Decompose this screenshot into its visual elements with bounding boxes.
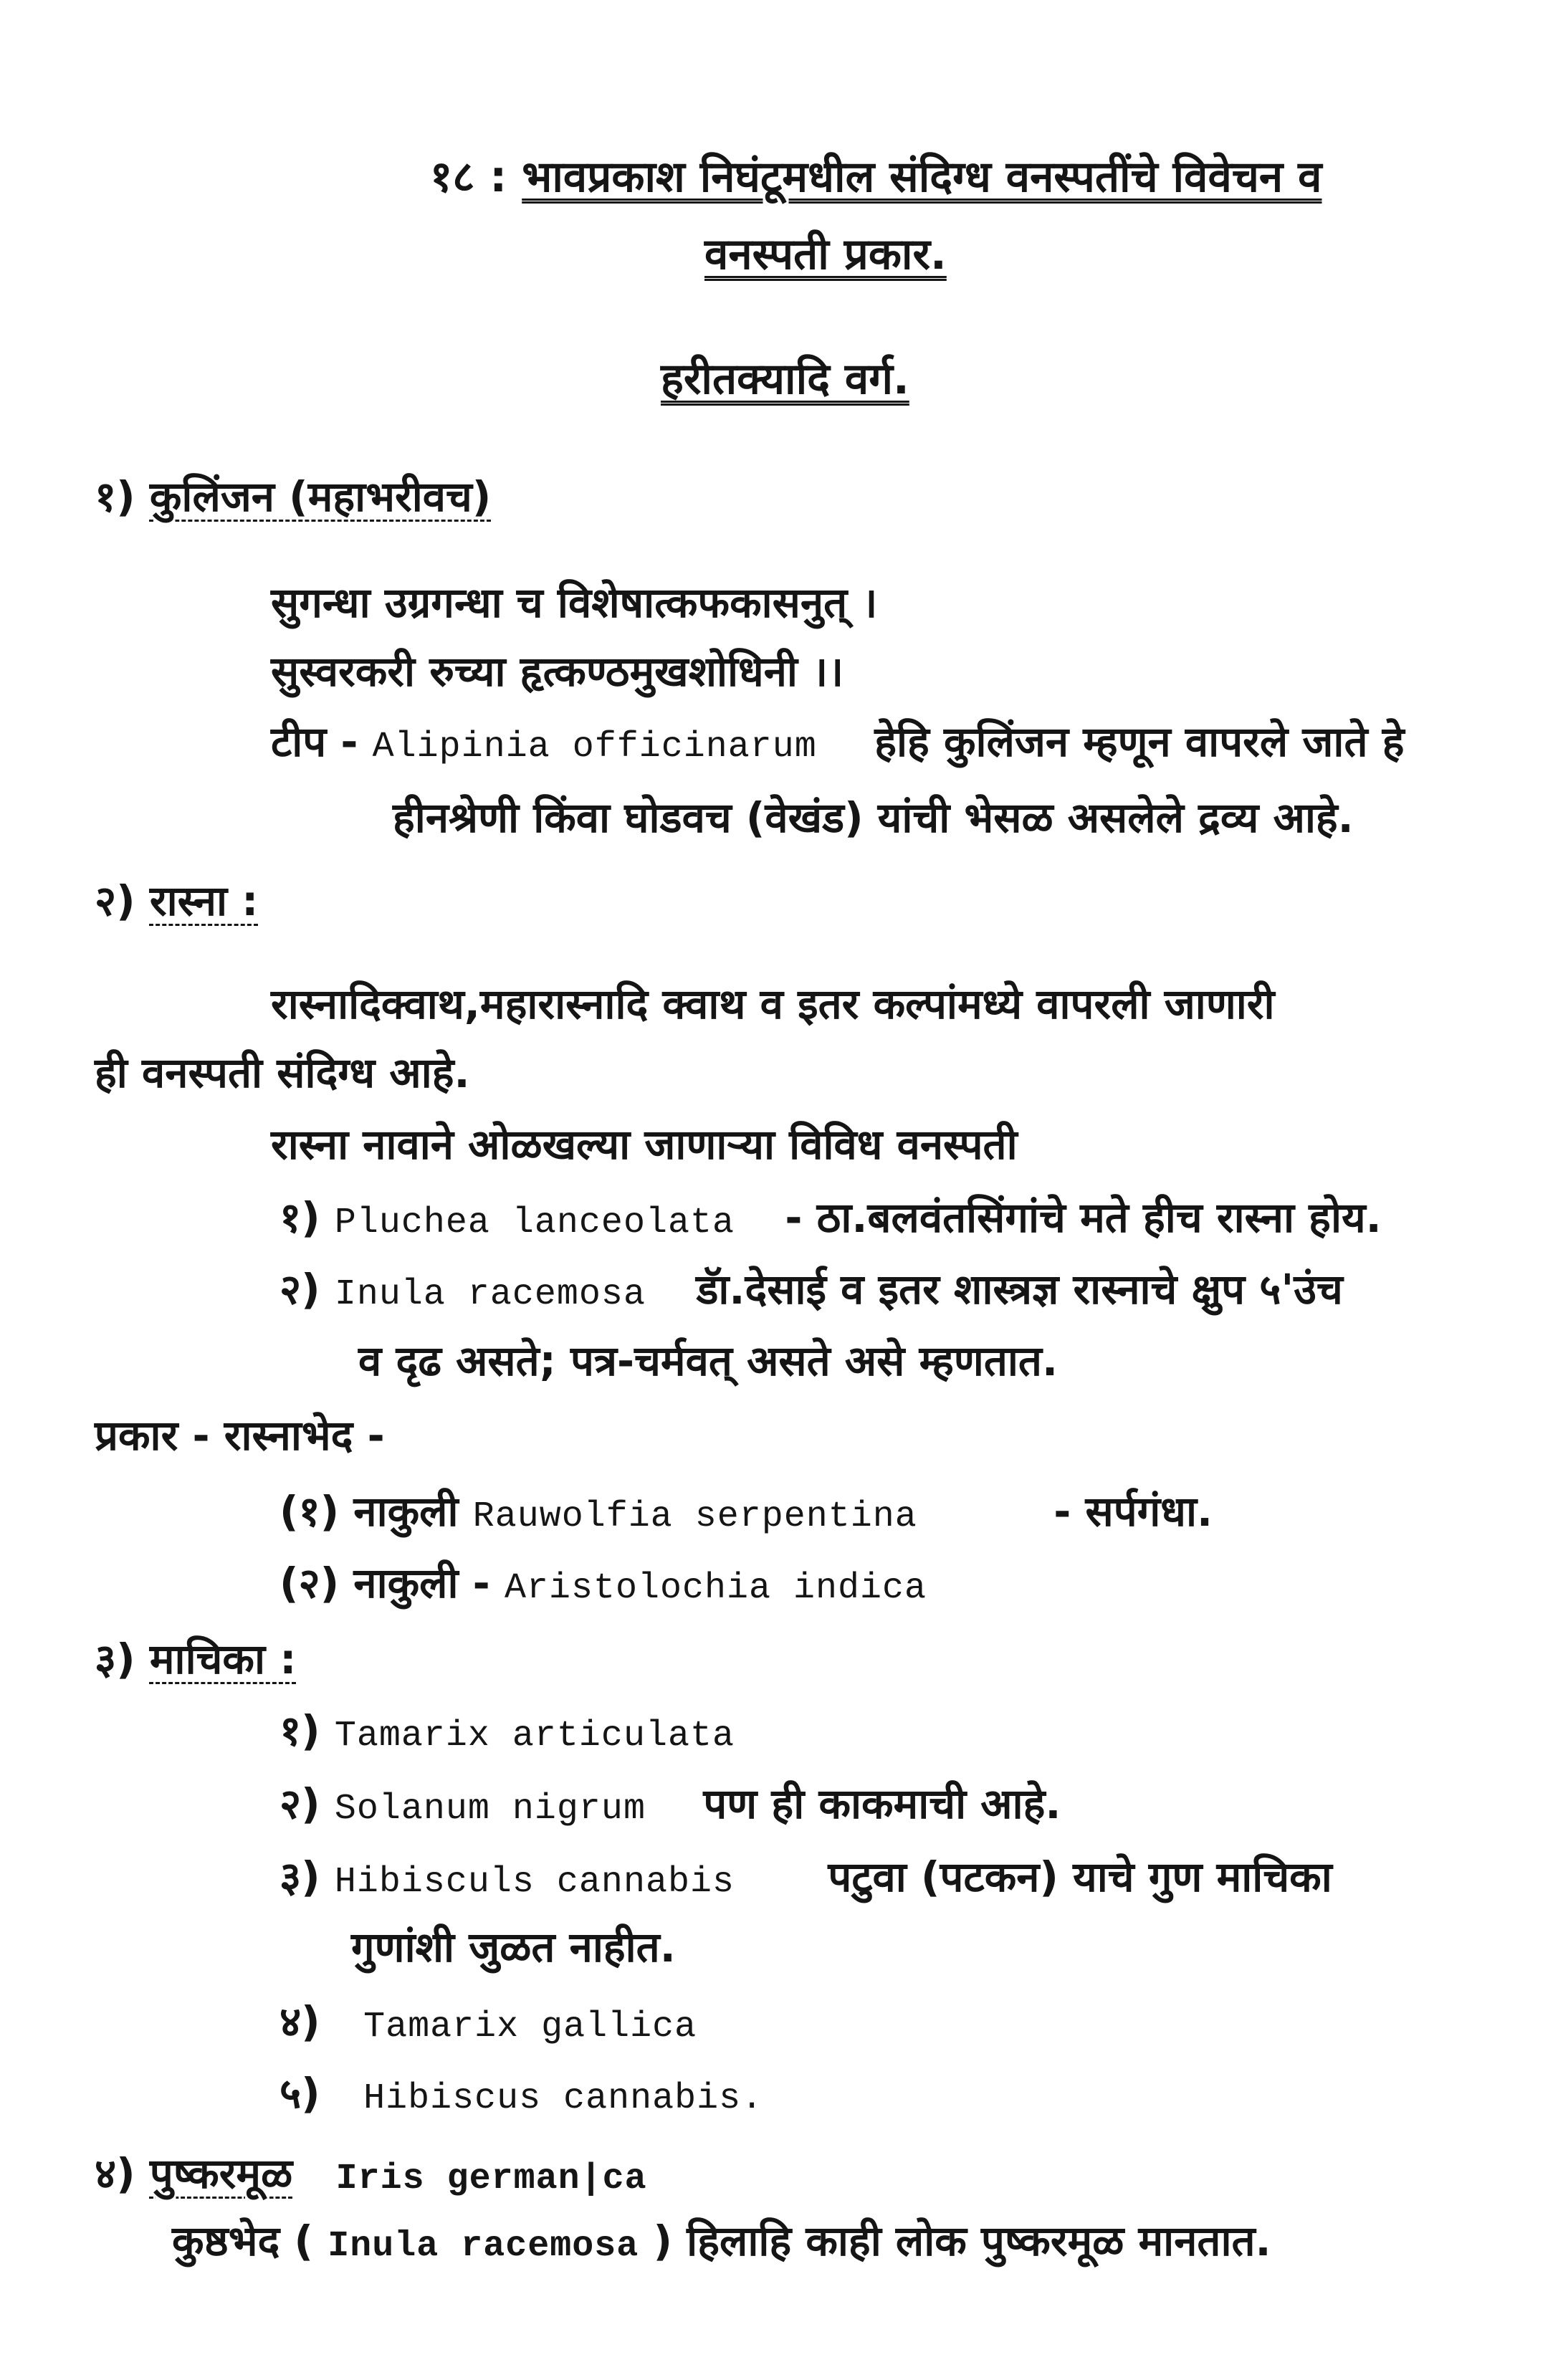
machika-item-2-text: पण ही काकमाची आहे. bbox=[703, 1779, 1061, 1828]
section-2-heading bbox=[95, 876, 258, 926]
machika-item-2-latin: Solanum nigrum bbox=[334, 1789, 646, 1830]
section-1-title: कुलिंजन (महाभरीवच) bbox=[149, 472, 492, 521]
rasna-item-1-latin: Pluchea lanceolata bbox=[334, 1203, 735, 1243]
machika-item-1 bbox=[279, 1706, 735, 1762]
machika-item-3-number: ३) bbox=[279, 1853, 320, 1901]
section-4-line-2-latin: Inula racemosa bbox=[328, 2226, 639, 2267]
section-4-line-2 bbox=[172, 2216, 1271, 2272]
section-3-number: ३) bbox=[95, 1635, 135, 1683]
rasna-item-2-latin: Inula racemosa bbox=[334, 1274, 646, 1315]
prakar-heading: प्रकार - रास्नाभेद - bbox=[95, 1411, 385, 1460]
varga-heading-text: हरीतक्यादि वर्ग. bbox=[661, 354, 909, 404]
machika-item-1-number: १) bbox=[279, 1706, 320, 1755]
machika-item-5 bbox=[279, 2068, 763, 2124]
section-2-title: रास्ना : bbox=[149, 876, 259, 925]
title-line-1: भावप्रकाश निघंटूमधील संदिग्ध वनस्पतींचे विवेचन व bbox=[522, 152, 1322, 202]
title-line-2: वनस्पती प्रकार. bbox=[704, 229, 947, 279]
bheda-item-1-latin: Rauwolfia serpentina bbox=[472, 1496, 917, 1537]
machika-item-3-line-2: गुणांशी जुळत नाहीत. bbox=[351, 1923, 676, 1972]
rasna-item-1-number: १) bbox=[279, 1193, 320, 1242]
machika-item-3 bbox=[279, 1852, 1332, 1908]
section-3-title: माचिका : bbox=[149, 1635, 297, 1683]
section-1-number: १) bbox=[95, 472, 135, 521]
rasna-item-1-text: - ठा.बलवंतसिंगांचे मते हीच रास्ना होय. bbox=[785, 1193, 1382, 1242]
machika-item-4-number: ४) bbox=[279, 1997, 320, 2046]
rasna-item-1 bbox=[279, 1193, 1382, 1248]
page-title bbox=[430, 152, 1322, 202]
rasna-item-2-number: २) bbox=[279, 1265, 320, 1314]
section-1-verse-2: सुस्वरकरी रुच्या हृत्कण्ठमुखशोधिनी ।। bbox=[271, 647, 844, 696]
machika-item-3-latin: Hibisculs cannabis bbox=[334, 1862, 735, 1903]
rasna-item-2-line-2: व दृढ असते; पत्र-चर्मवत् असते असे म्हणतात. bbox=[358, 1337, 1058, 1385]
section-2-para-1: रास्नादिक्वाथ,महारास्नादि क्वाथ व इतर कल्पांमध्ये वापरली जाणारी bbox=[271, 980, 1275, 1028]
section-4-line-2-end: ) हिलाहि काही लोक पुष्करमूळ मानतात. bbox=[653, 2217, 1271, 2265]
section-4-latin: Iris german|ca bbox=[335, 2159, 647, 2199]
bheda-item-2-latin: Aristolochia indica bbox=[504, 1568, 927, 1609]
bheda-item-1 bbox=[279, 1486, 1213, 1542]
section-4-heading bbox=[95, 2149, 647, 2204]
machika-item-4-latin: Tamarix gallica bbox=[363, 2007, 697, 2047]
section-4-number: ४) bbox=[95, 2149, 135, 2198]
bheda-item-1-number: (१) bbox=[279, 1487, 340, 1536]
bheda-item-2-number: (२) bbox=[279, 1559, 340, 1607]
machika-item-5-latin: Hibiscus cannabis. bbox=[363, 2078, 764, 2119]
note-latin-name: Alipinia officinarum bbox=[372, 727, 817, 768]
bheda-item-1-text: - सर्पगंधा. bbox=[1053, 1487, 1213, 1536]
machika-item-2 bbox=[279, 1779, 1061, 1835]
machika-item-4 bbox=[279, 1997, 697, 2052]
bheda-item-2-name: नाकुली - bbox=[353, 1559, 490, 1607]
machika-item-2-number: २) bbox=[279, 1779, 320, 1828]
section-1-verse-1: सुगन्धा उग्रगन्धा च विशेषात्कफकासनुत् । bbox=[271, 578, 878, 627]
section-1-heading bbox=[95, 472, 491, 522]
note-label: टीप - bbox=[271, 717, 358, 766]
machika-item-1-latin: Tamarix articulata bbox=[334, 1716, 735, 1757]
bheda-item-2 bbox=[279, 1558, 927, 1614]
machika-item-5-number: ५) bbox=[279, 2069, 320, 2118]
rasna-item-2-text: डॅा.देसाई व इतर शास्त्रज्ञ रास्नाचे क्षुप ५'उंच bbox=[696, 1265, 1343, 1314]
section-2-number: २) bbox=[95, 876, 135, 925]
note-text: हेहि कुलिंजन म्हणून वापरले जाते हे bbox=[874, 717, 1405, 766]
varga-heading bbox=[661, 354, 909, 404]
section-2-para-3: रास्ना नावाने ओळखल्या जाणाऱ्या विविध वनस्पती bbox=[271, 1120, 1018, 1169]
section-4-title: पुष्करमूळ bbox=[149, 2149, 293, 2198]
section-1-note bbox=[271, 717, 1405, 773]
section-1-note-line-2: हीनश्रेणी किंवा घोडवच (वेखंड) यांची भेसळ असलेले द्रव्य आहे. bbox=[393, 793, 1354, 842]
rasna-item-2 bbox=[279, 1264, 1343, 1320]
chapter-number: १८ : bbox=[430, 152, 507, 202]
machika-item-3-text: पटुवा (पटकन) याचे गुण माचिका bbox=[828, 1853, 1332, 1901]
section-4-line-2-start: कुष्ठभेद ( bbox=[172, 2217, 313, 2265]
bheda-item-1-name: नाकुली bbox=[353, 1487, 459, 1536]
page-title-line-2 bbox=[704, 229, 947, 279]
section-2-para-2: ही वनस्पती संदिग्ध आहे. bbox=[95, 1048, 470, 1097]
section-3-heading bbox=[95, 1634, 296, 1684]
